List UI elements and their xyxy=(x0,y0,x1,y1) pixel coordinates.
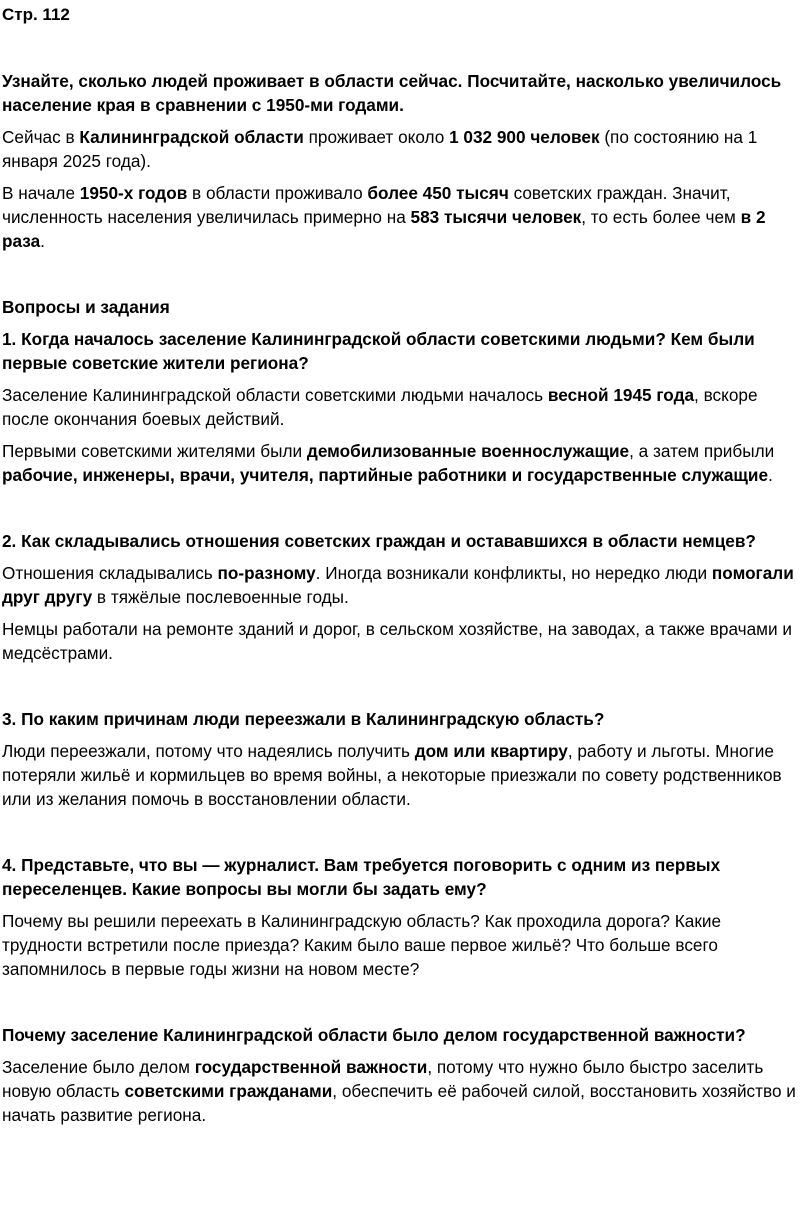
question-3: 3. По каким причинам люди переезжали в Калининградскую область? xyxy=(2,709,605,729)
question-5-block xyxy=(2,1023,800,1127)
bold-text: советскими гражданами xyxy=(124,1081,333,1101)
intro-block xyxy=(2,69,800,253)
text-run: в области проживало xyxy=(187,183,368,203)
question-4-block xyxy=(2,853,800,981)
question-5: Почему заселение Калининградской области было делом государственной важности? xyxy=(2,1025,746,1045)
text-run: , обеспечить её рабочей силой, восстановить хозяйство и начать развитие региона. xyxy=(2,1081,796,1125)
text-run: . Иногда возникали конфликты, но нередко люди xyxy=(315,563,712,583)
text-run: Первыми советскими жителями были xyxy=(2,441,307,461)
text-run: (по состоянию на 1 января 2025 года). xyxy=(2,127,758,171)
text-run: , работу и льготы. Многие потеряли жильё и кормильцев во время войны, а некоторые приезжали по совету родственников или из желания помочь в восстановлении области. xyxy=(2,741,782,809)
text-run: Отношения складывались xyxy=(2,563,218,583)
answer-3-paragraph-1 xyxy=(2,739,800,811)
answer-5-paragraph-1 xyxy=(2,1055,800,1127)
text-run: в тяжёлые послевоенные годы. xyxy=(92,587,349,607)
question-3-block xyxy=(2,707,800,811)
bold-text: в 2 раза xyxy=(2,207,766,251)
text-run: Люди переезжали, потому что надеялись получить xyxy=(2,741,415,761)
answer-1-paragraph-2 xyxy=(2,439,800,487)
text-run: , а затем прибыли xyxy=(629,441,775,461)
intro-paragraph-2 xyxy=(2,181,800,253)
question-4: 4. Представьте, что вы — журналист. Вам требуется поговорить с одним из первых переселенцев. Какие вопросы вы могли бы задать ему? xyxy=(2,855,721,899)
answer-1-paragraph-1 xyxy=(2,383,800,431)
question-2: 2. Как складывались отношения советских граждан и остававшихся в области немцев? xyxy=(2,531,756,551)
question-1: 1. Когда началось заселение Калининградской области советскими людьми? Кем были первые советские жители региона? xyxy=(2,329,755,373)
intro-question: Узнайте, сколько людей проживает в области сейчас. Посчитайте, насколько увеличилось население края в сравнении с 1950-ми годами. xyxy=(2,71,782,115)
intro-paragraph-1 xyxy=(2,125,800,173)
page-number: Стр. 112 xyxy=(2,5,70,24)
bold-text: рабочие, инженеры, врачи, учителя, партийные работники и государственные служащие xyxy=(2,465,769,485)
bold-text: 1950-х годов xyxy=(79,183,188,203)
bold-text: помогали друг другу xyxy=(2,563,794,607)
bold-text: дом или квартиру xyxy=(414,741,568,761)
bold-text: Калининградской области xyxy=(79,127,304,147)
text-run: , потому что нужно было быстро заселить новую область xyxy=(2,1057,764,1101)
answer-4-paragraph-1 xyxy=(2,909,800,981)
text-run: , вскоре после окончания боевых действий. xyxy=(2,385,758,429)
section-heading: Вопросы и задания xyxy=(2,297,170,317)
text-run: советских граждан. Значит, численность населения увеличилась примерно на xyxy=(2,183,731,227)
text-run: , то есть более чем xyxy=(581,207,741,227)
text-run: В начале xyxy=(2,183,80,203)
text-run: Сейчас в xyxy=(2,127,80,147)
text-run: проживает около xyxy=(303,127,450,147)
bold-text: 1 032 900 человек xyxy=(449,127,600,147)
text-run: . xyxy=(40,231,45,251)
bold-text: демобилизованные военнослужащие xyxy=(306,441,630,461)
bold-text: более 450 тысяч xyxy=(367,183,509,203)
bold-text: государственной важности xyxy=(194,1057,428,1077)
text-run: Заселение было делом xyxy=(2,1057,195,1077)
question-1-block xyxy=(2,327,800,487)
text-run: Почему вы решили переехать в Калининградскую область? Как проходила дорога? Какие трудности встретили после приезда? Каким было ваше первое жильё? Что больше всего запомнилось в первые годы жизни на новом месте? xyxy=(2,911,722,979)
bold-text: по-разному xyxy=(217,563,316,583)
text-run: . xyxy=(768,465,773,485)
answer-2-paragraph-2 xyxy=(2,617,800,665)
text-run: Заселение Калининградской области советскими людьми началось xyxy=(2,385,548,405)
bold-text: 583 тысячи человек xyxy=(410,207,582,227)
bold-text: весной 1945 года xyxy=(547,385,695,405)
question-2-block xyxy=(2,529,800,665)
text-run: Немцы работали на ремонте зданий и дорог, в сельском хозяйстве, на заводах, а также врачами и медсёстрами. xyxy=(2,619,792,663)
answer-2-paragraph-1 xyxy=(2,561,800,609)
